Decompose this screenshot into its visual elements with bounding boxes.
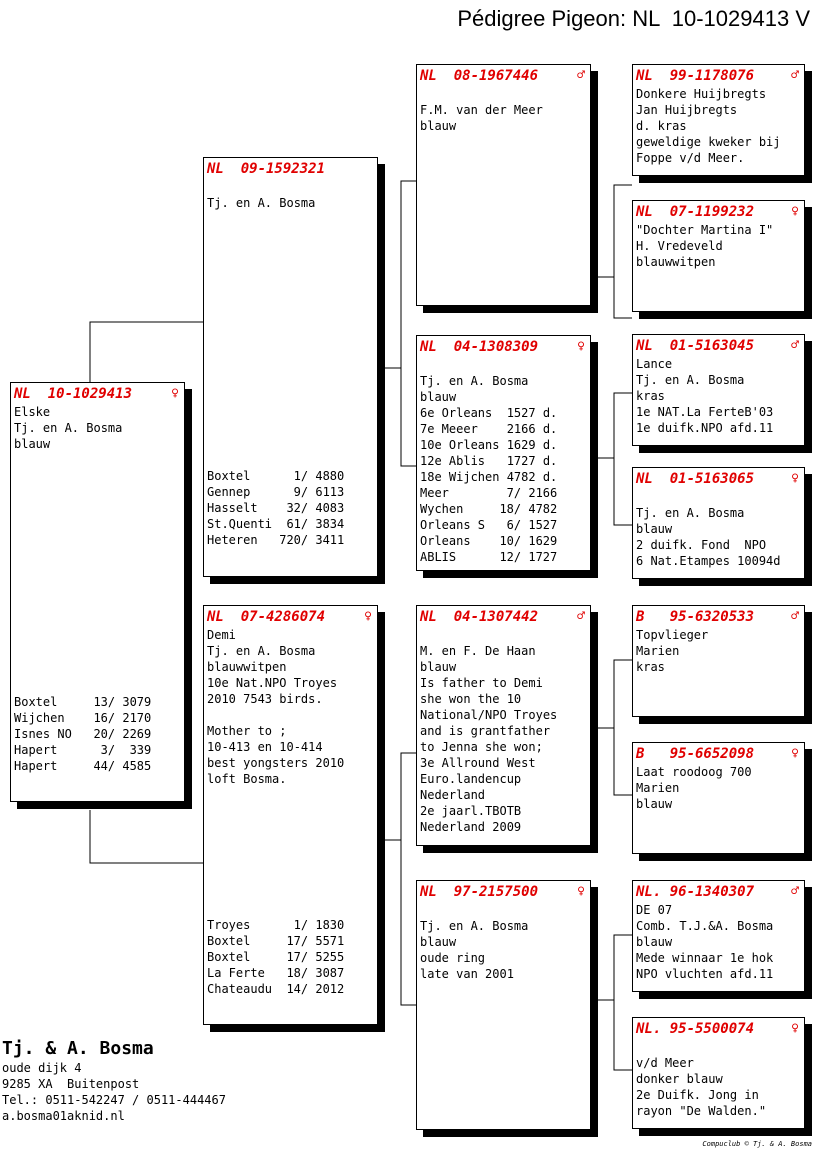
ring-number: NL 08-1967446 ♂ xyxy=(420,68,585,84)
result-row: Boxtel 17/ 5571 xyxy=(207,934,345,948)
result-row: ABLIS 12/ 1727 xyxy=(420,550,558,564)
ring-number: NL 07-1199232 ♀ xyxy=(636,204,799,220)
female-icon: ♀ xyxy=(791,1021,799,1036)
breeder: Tj. en A. Bosma xyxy=(14,421,123,435)
ring-number: NL 09-1592321 xyxy=(207,161,326,177)
male-icon: ♂ xyxy=(791,609,799,624)
pigeon-card-grandfather-paternal[interactable]: NL 08-1967446 ♂ F.M. van der Meer blauw xyxy=(416,64,591,306)
pigeon-name: Elske xyxy=(14,405,51,419)
pigeon-card-main[interactable] xyxy=(10,382,185,802)
female-icon: ♀ xyxy=(791,746,799,761)
result-row: Boxtel 1/ 4880 xyxy=(207,469,345,483)
result-row: Hapert 3/ 339 xyxy=(14,743,152,757)
result-row: Wijchen 16/ 2170 xyxy=(14,711,152,725)
ring-number: B 95-6652098 ♀ xyxy=(636,746,799,762)
color: blauw xyxy=(14,437,51,451)
ring-number: NL 01-5163065 ♀ xyxy=(636,471,799,487)
result-row: Heteren 720/ 3411 xyxy=(207,533,345,547)
ring-number: NL 99-1178076 ♂ xyxy=(636,68,799,84)
ring-number: NL 01-5163045 ♂ xyxy=(636,338,799,354)
race-results xyxy=(207,917,374,997)
male-icon: ♂ xyxy=(577,68,585,83)
address: oude dijk 4 xyxy=(2,1061,82,1075)
result-row: Orleans S 6/ 1527 xyxy=(420,518,558,532)
ring-number: NL 07-4286074 ♀ xyxy=(207,609,372,625)
ring-number: NL. 95-5500074 ♀ xyxy=(636,1021,799,1037)
ring-number: NL 04-1307442 ♂ xyxy=(420,609,585,625)
result-row: Boxtel 17/ 5255 xyxy=(207,950,345,964)
result-row: Chateaudu 14/ 2012 xyxy=(207,982,345,996)
result-row: Boxtel 13/ 3079 xyxy=(14,695,152,709)
pigeon-name: Demi xyxy=(207,628,236,642)
credit: Compuclub © Tj. & A. Bosma xyxy=(702,1140,812,1148)
ring-number: NL 10-1029413 ♀ xyxy=(14,386,179,402)
pigeon-card-ggf-3[interactable]: B 95-6320533 ♂ Topvlieger Marien kras xyxy=(632,605,805,717)
result-row: Hasselt 32/ 4083 xyxy=(207,501,345,515)
ring-number: NL. 96-1340307 ♂ xyxy=(636,884,799,900)
pigeon-card-ggf-2[interactable]: NL 01-5163045 ♂ Lance Tj. en A. Bosma kras 1e NAT.La FerteB'03 1e duifk.NPO afd.11 xyxy=(632,334,805,446)
female-icon: ♀ xyxy=(791,471,799,486)
result-row: Isnes NO 20/ 2269 xyxy=(14,727,152,741)
result-row: Orleans 10/ 1629 xyxy=(420,534,558,548)
female-icon: ♀ xyxy=(577,884,585,899)
ring-number: NL 04-1308309 ♀ xyxy=(420,339,585,355)
female-icon: ♀ xyxy=(791,204,799,219)
phone: Tel.: 0511-542247 / 0511-444467 xyxy=(2,1093,226,1107)
city: 9285 XA Buitenpost xyxy=(2,1077,140,1091)
pigeon-card-ggf-1[interactable]: NL 99-1178076 ♂ Donkere Huijbregts Jan Huijbregts d. kras geweldige kweker bij Foppe v/d Meer. xyxy=(632,64,805,176)
page-title: Pédigree Pigeon: NL 10-1029413 V xyxy=(457,6,810,31)
pigeon-card-grandfather-maternal[interactable]: NL 04-1307442 ♂ M. en F. De Haan blauw Is father to Demi she won the 10 National/NPO Troyes and is grantfather to Jenna she won; 3e Allround West Euro.landencup Nederland 2e jaarl.TBOTB Nederland 2009 xyxy=(416,605,591,846)
result-row: Hapert 44/ 4585 xyxy=(14,759,152,773)
pigeon-card-grandmother-maternal[interactable]: NL 97-2157500 ♀ Tj. en A. Bosma blauw oude ring late van 2001 xyxy=(416,880,591,1130)
pigeon-card-ggf-4[interactable]: NL. 96-1340307 ♂ DE 07 Comb. T.J.&A. Bosma blauw Mede winnaar 1e hok NPO vluchten afd.11 xyxy=(632,880,805,992)
female-icon: ♀ xyxy=(577,339,585,354)
race-results xyxy=(14,694,181,774)
ring-number: NL 97-2157500 ♀ xyxy=(420,884,585,900)
race-results xyxy=(420,485,587,565)
result-row: Wychen 18/ 4782 xyxy=(420,502,558,516)
female-icon: ♀ xyxy=(171,386,179,401)
female-icon: ♀ xyxy=(364,609,372,624)
result-row: Gennep 9/ 6113 xyxy=(207,485,345,499)
male-icon: ♂ xyxy=(791,884,799,899)
email[interactable]: a.bosma01aknid.nl xyxy=(2,1109,125,1123)
male-icon: ♂ xyxy=(791,338,799,353)
race-results xyxy=(207,468,374,548)
male-icon: ♂ xyxy=(791,68,799,83)
breeder-contact xyxy=(2,1038,226,1124)
pigeon-card-grandmother-paternal[interactable]: NL 04-1308309 ♀ Tj. en A. Bosma blauw 6e Orleans 1527 d. 7e Meeer 2166 d. 10e Orleans 1629 d. 12e Ablis 1727 d. 18e Wijchen 4782 d. Meer 7/ 2166 Wychen 18/ 4782 Orleans S 6/ 1527 Orleans 10/ 1629 ABLIS 12/ 1727 xyxy=(416,335,591,571)
pigeon-card-ggm-4[interactable]: NL. 95-5500074 ♀ v/d Meer donker blauw 2e Duifk. Jong in rayon "De Walden." xyxy=(632,1017,805,1129)
result-row: Meer 7/ 2166 xyxy=(420,486,558,500)
result-row: Troyes 1/ 1830 xyxy=(207,918,345,932)
breeder: Tj. en A. Bosma xyxy=(207,196,316,210)
ring-number: B 95-6320533 ♂ xyxy=(636,609,799,625)
pigeon-card-ggm-1[interactable]: NL 07-1199232 ♀ "Dochter Martina I" H. Vredeveld blauwwitpen xyxy=(632,200,805,312)
pigeon-card-ggm-3[interactable]: B 95-6652098 ♀ Laat roodoog 700 Marien blauw xyxy=(632,742,805,854)
result-row: St.Quenti 61/ 3834 xyxy=(207,517,345,531)
male-icon: ♂ xyxy=(577,609,585,624)
pigeon-card-ggm-2[interactable]: NL 01-5163065 ♀ Tj. en A. Bosma blauw 2 duifk. Fond NPO 6 Nat.Etampes 10094d xyxy=(632,467,805,579)
breeder-name: Tj. & A. Bosma xyxy=(2,1038,154,1059)
pigeon-card-mother[interactable]: NL 07-4286074 ♀ Demi Tj. en A. Bosma blauwwitpen 10e Nat.NPO Troyes 2010 7543 birds. Mother to ; 10-413 en 10-414 best yongsters 2010 loft Bosma. Troyes 1/ 1830 Boxtel 17/ 5571 Boxtel 17/ 5255 La Ferte 18/ 3087 Chateaudu 14/ 2012 xyxy=(203,605,378,1025)
result-row: La Ferte 18/ 3087 xyxy=(207,966,345,980)
pigeon-card-father[interactable] xyxy=(203,157,378,577)
